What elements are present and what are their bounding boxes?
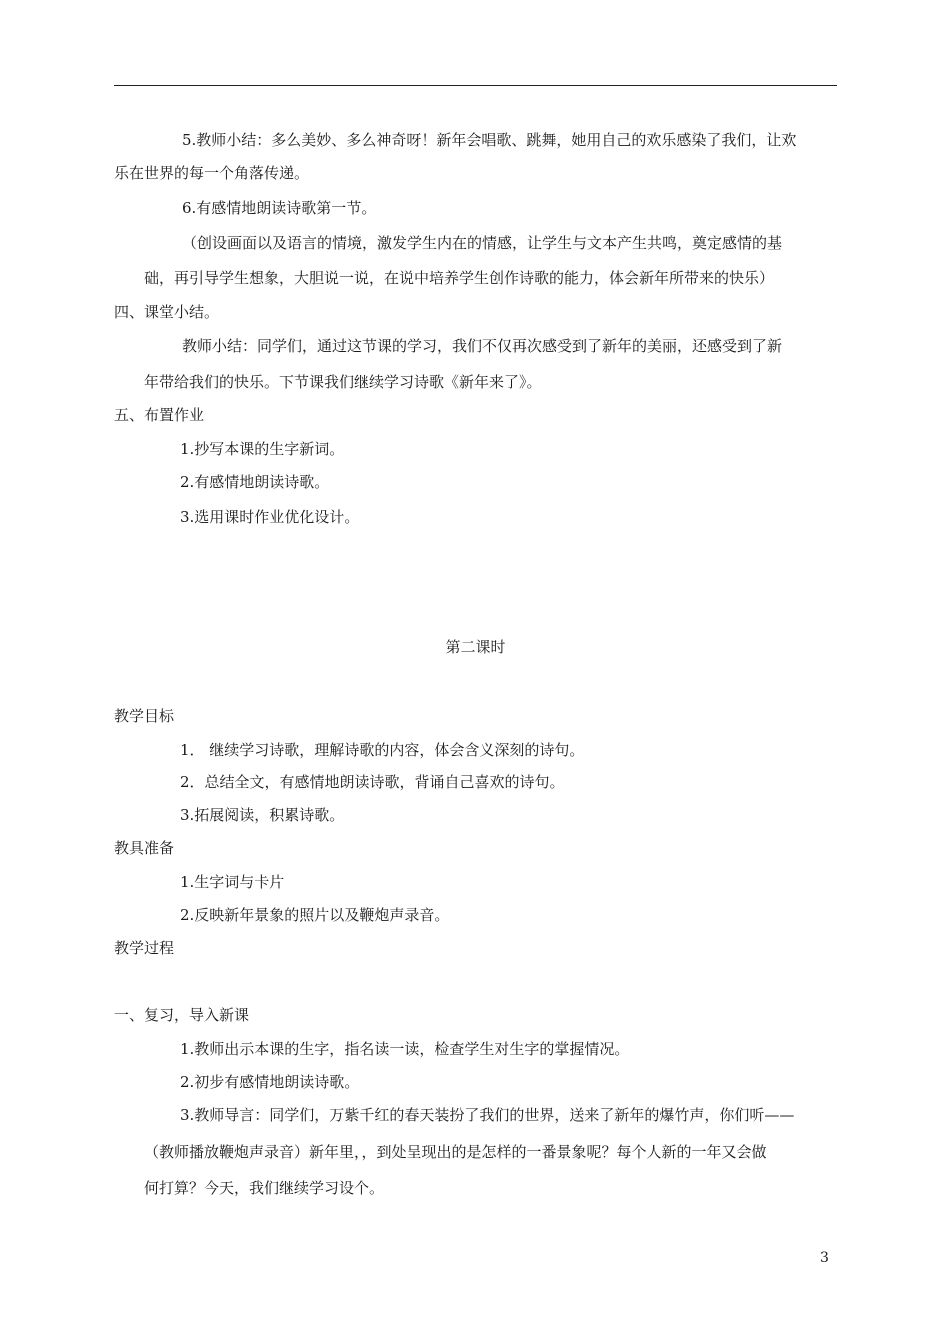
section-heading: 教具准备: [114, 839, 175, 857]
paragraph-line: 5.教师小结：多么美妙、多么神奇呀！新年会唱歌、跳舞，她用自己的欢乐感染了我们，让欢: [182, 131, 797, 149]
section-heading: 五、布置作业: [114, 406, 205, 424]
header-rule: [114, 85, 837, 86]
list-item: 2.有感情地朗读诗歌。: [180, 473, 330, 491]
list-item: 1.抄写本课的生字新词。: [180, 440, 345, 458]
paragraph-line: 础，再引导学生想象，大胆说一说，在说中培养学生创作诗歌的能力，体会新年所带来的快乐）: [144, 269, 775, 287]
list-item: 1.生字词与卡片: [180, 873, 285, 891]
lesson-title: 第二课时: [445, 638, 506, 656]
paragraph-line: 何打算？今天，我们继续学习设个。: [144, 1179, 385, 1197]
page-number: 3: [820, 1250, 829, 1266]
list-item: 2.反映新年景象的照片以及鞭炮声录音。: [180, 906, 450, 924]
paragraph-line: 6.有感情地朗读诗歌第一节。: [182, 199, 377, 217]
section-heading: 教学目标: [114, 707, 175, 725]
paragraph-line: 乐在世界的每一个角落传递。: [114, 164, 310, 182]
section-heading: 一、复习，导入新课: [114, 1006, 250, 1024]
section-heading: 教学过程: [114, 939, 175, 957]
list-item: 1.教师出示本课的生字，指名读一读，检查学生对生字的掌握情况。: [180, 1040, 630, 1058]
list-item: 2.初步有感情地朗读诗歌。: [180, 1073, 360, 1091]
paragraph-line: （创设画面以及语言的情境，激发学生内在的情感，让学生与文本产生共鸣，奠定感情的基: [182, 234, 783, 252]
paragraph-line: 年带给我们的快乐。下节课我们继续学习诗歌《新年来了》。: [144, 373, 542, 391]
paragraph-line: （教师播放鞭炮声录音）新年里，，到处呈现出的是怎样的一番景象呢？每个人新的一年又会做: [144, 1143, 767, 1161]
list-item: 1． 继续学习诗歌，理解诗歌的内容，体会含义深刻的诗句。: [180, 741, 585, 759]
list-item: 3.选用课时作业优化设计。: [180, 508, 360, 526]
list-item: 3.拓展阅读，积累诗歌。: [180, 806, 345, 824]
list-item: 2．总结全文，有感情地朗读诗歌，背诵自己喜欢的诗句。: [180, 773, 565, 791]
paragraph-line: 3.教师导言：同学们，万紫千红的春天装扮了我们的世界，送来了新年的爆竹声，你们听——: [180, 1106, 795, 1124]
section-heading: 四、课堂小结。: [114, 303, 220, 321]
paragraph-line: 教师小结：同学们，通过这节课的学习，我们不仅再次感受到了新年的美丽，还感受到了新: [182, 337, 783, 355]
